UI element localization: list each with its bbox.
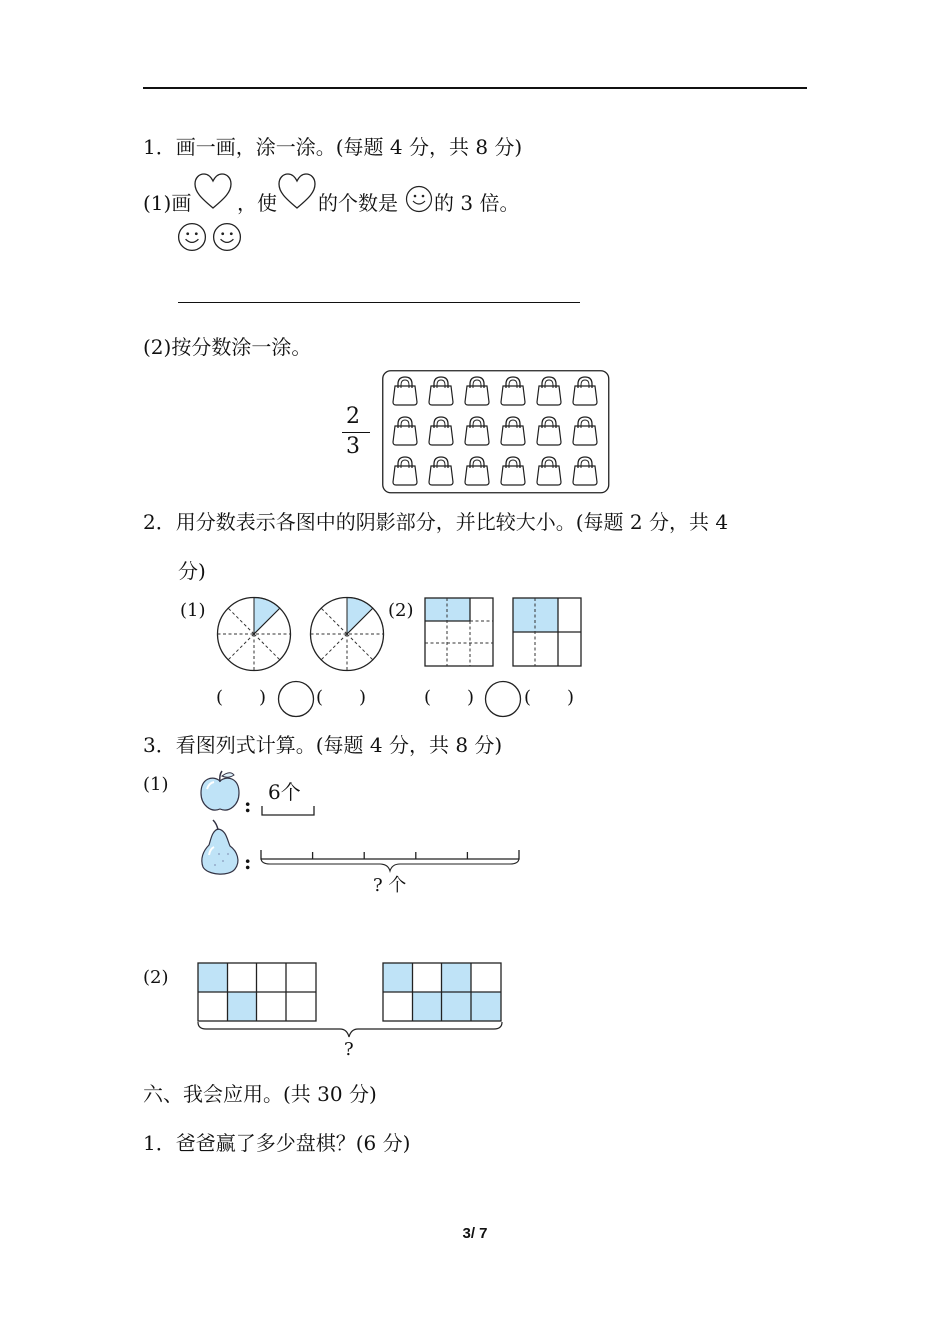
- bag-icon[interactable]: [573, 417, 597, 445]
- heart-icon: [277, 172, 317, 212]
- smiley-icon: [405, 185, 433, 213]
- heart-icon: [193, 172, 233, 212]
- apple-count: 6个: [268, 780, 301, 804]
- answer-blank[interactable]: ( ): [524, 687, 575, 708]
- header-rule: [143, 87, 807, 89]
- bag-icon[interactable]: [573, 377, 597, 405]
- bag-icon[interactable]: [429, 377, 453, 405]
- bag-icon[interactable]: [537, 377, 561, 405]
- pear-icon: [197, 819, 243, 877]
- pear-count: ? 个: [373, 875, 407, 896]
- q1-title: 1．画一画，涂一涂。(每题 4 分，共 8 分): [143, 135, 523, 159]
- q3-label-2: (2): [143, 967, 169, 988]
- bag-icon[interactable]: [465, 417, 489, 445]
- smiley-icon: [177, 222, 207, 252]
- bag-icon[interactable]: [501, 417, 525, 445]
- apple-bracket: [260, 804, 316, 818]
- bag-icon[interactable]: [465, 377, 489, 405]
- compare-circle[interactable]: [277, 680, 315, 718]
- bag-icon[interactable]: [537, 457, 561, 485]
- answer-blank[interactable]: ( ): [216, 687, 267, 708]
- q2-label-1: (1): [180, 600, 206, 621]
- q1-p1-a: (1)画: [143, 191, 192, 215]
- compare-circle[interactable]: [484, 680, 522, 718]
- q2-label-2: (2): [388, 600, 414, 621]
- s6-q1: 1．爸爸赢了多少盘棋？(6 分): [143, 1131, 411, 1155]
- answer-line[interactable]: [178, 302, 580, 303]
- bag-icon[interactable]: [393, 417, 417, 445]
- page-number: 3/ 7: [462, 1225, 488, 1242]
- pie-eighths-b: [309, 596, 385, 672]
- answer-blank[interactable]: ( ): [316, 687, 367, 708]
- colon: :: [244, 793, 252, 817]
- q1-p1-c: 的个数是: [318, 191, 398, 215]
- bag-icon[interactable]: [501, 457, 525, 485]
- smiley-icon: [212, 222, 242, 252]
- pie-eighths-a: [216, 596, 292, 672]
- pear-bar: [258, 848, 522, 874]
- square-grid-b: [512, 597, 582, 667]
- fraction-denominator: 3: [346, 434, 360, 459]
- bag-icon[interactable]: [465, 457, 489, 485]
- bag-icon[interactable]: [429, 417, 453, 445]
- bag-icon[interactable]: [429, 457, 453, 485]
- answer-blank[interactable]: ( ): [424, 687, 475, 708]
- q1-p2: (2)按分数涂一涂。: [143, 335, 312, 359]
- grid-rect-b: [382, 962, 502, 1022]
- square-grid-a: [424, 597, 494, 667]
- q3-title: 3．看图列式计算。(每题 4 分，共 8 分): [143, 733, 503, 757]
- apple-icon: [197, 769, 243, 815]
- bag-icon[interactable]: [501, 377, 525, 405]
- fraction-numerator: 2: [346, 404, 360, 429]
- section-6-title: 六、我会应用。(共 30 分): [143, 1082, 377, 1106]
- q1-p1-d: 的 3 倍。: [434, 191, 520, 215]
- bag-icon[interactable]: [393, 377, 417, 405]
- grid-rect-a: [197, 962, 317, 1022]
- q2-title-line1: 2．用分数表示各图中的阴影部分，并比较大小。(每题 2 分，共 4: [143, 510, 729, 534]
- brace-question-mark: ?: [344, 1039, 354, 1060]
- bag-icon[interactable]: [573, 457, 597, 485]
- q3-label-1: (1): [143, 774, 169, 795]
- bag-icon[interactable]: [393, 457, 417, 485]
- colon: :: [244, 850, 252, 874]
- q1-p1-b: ，使: [237, 191, 277, 215]
- bag-icon[interactable]: [537, 417, 561, 445]
- q2-title-line2: 分): [178, 559, 206, 583]
- bag-grid: [382, 370, 610, 494]
